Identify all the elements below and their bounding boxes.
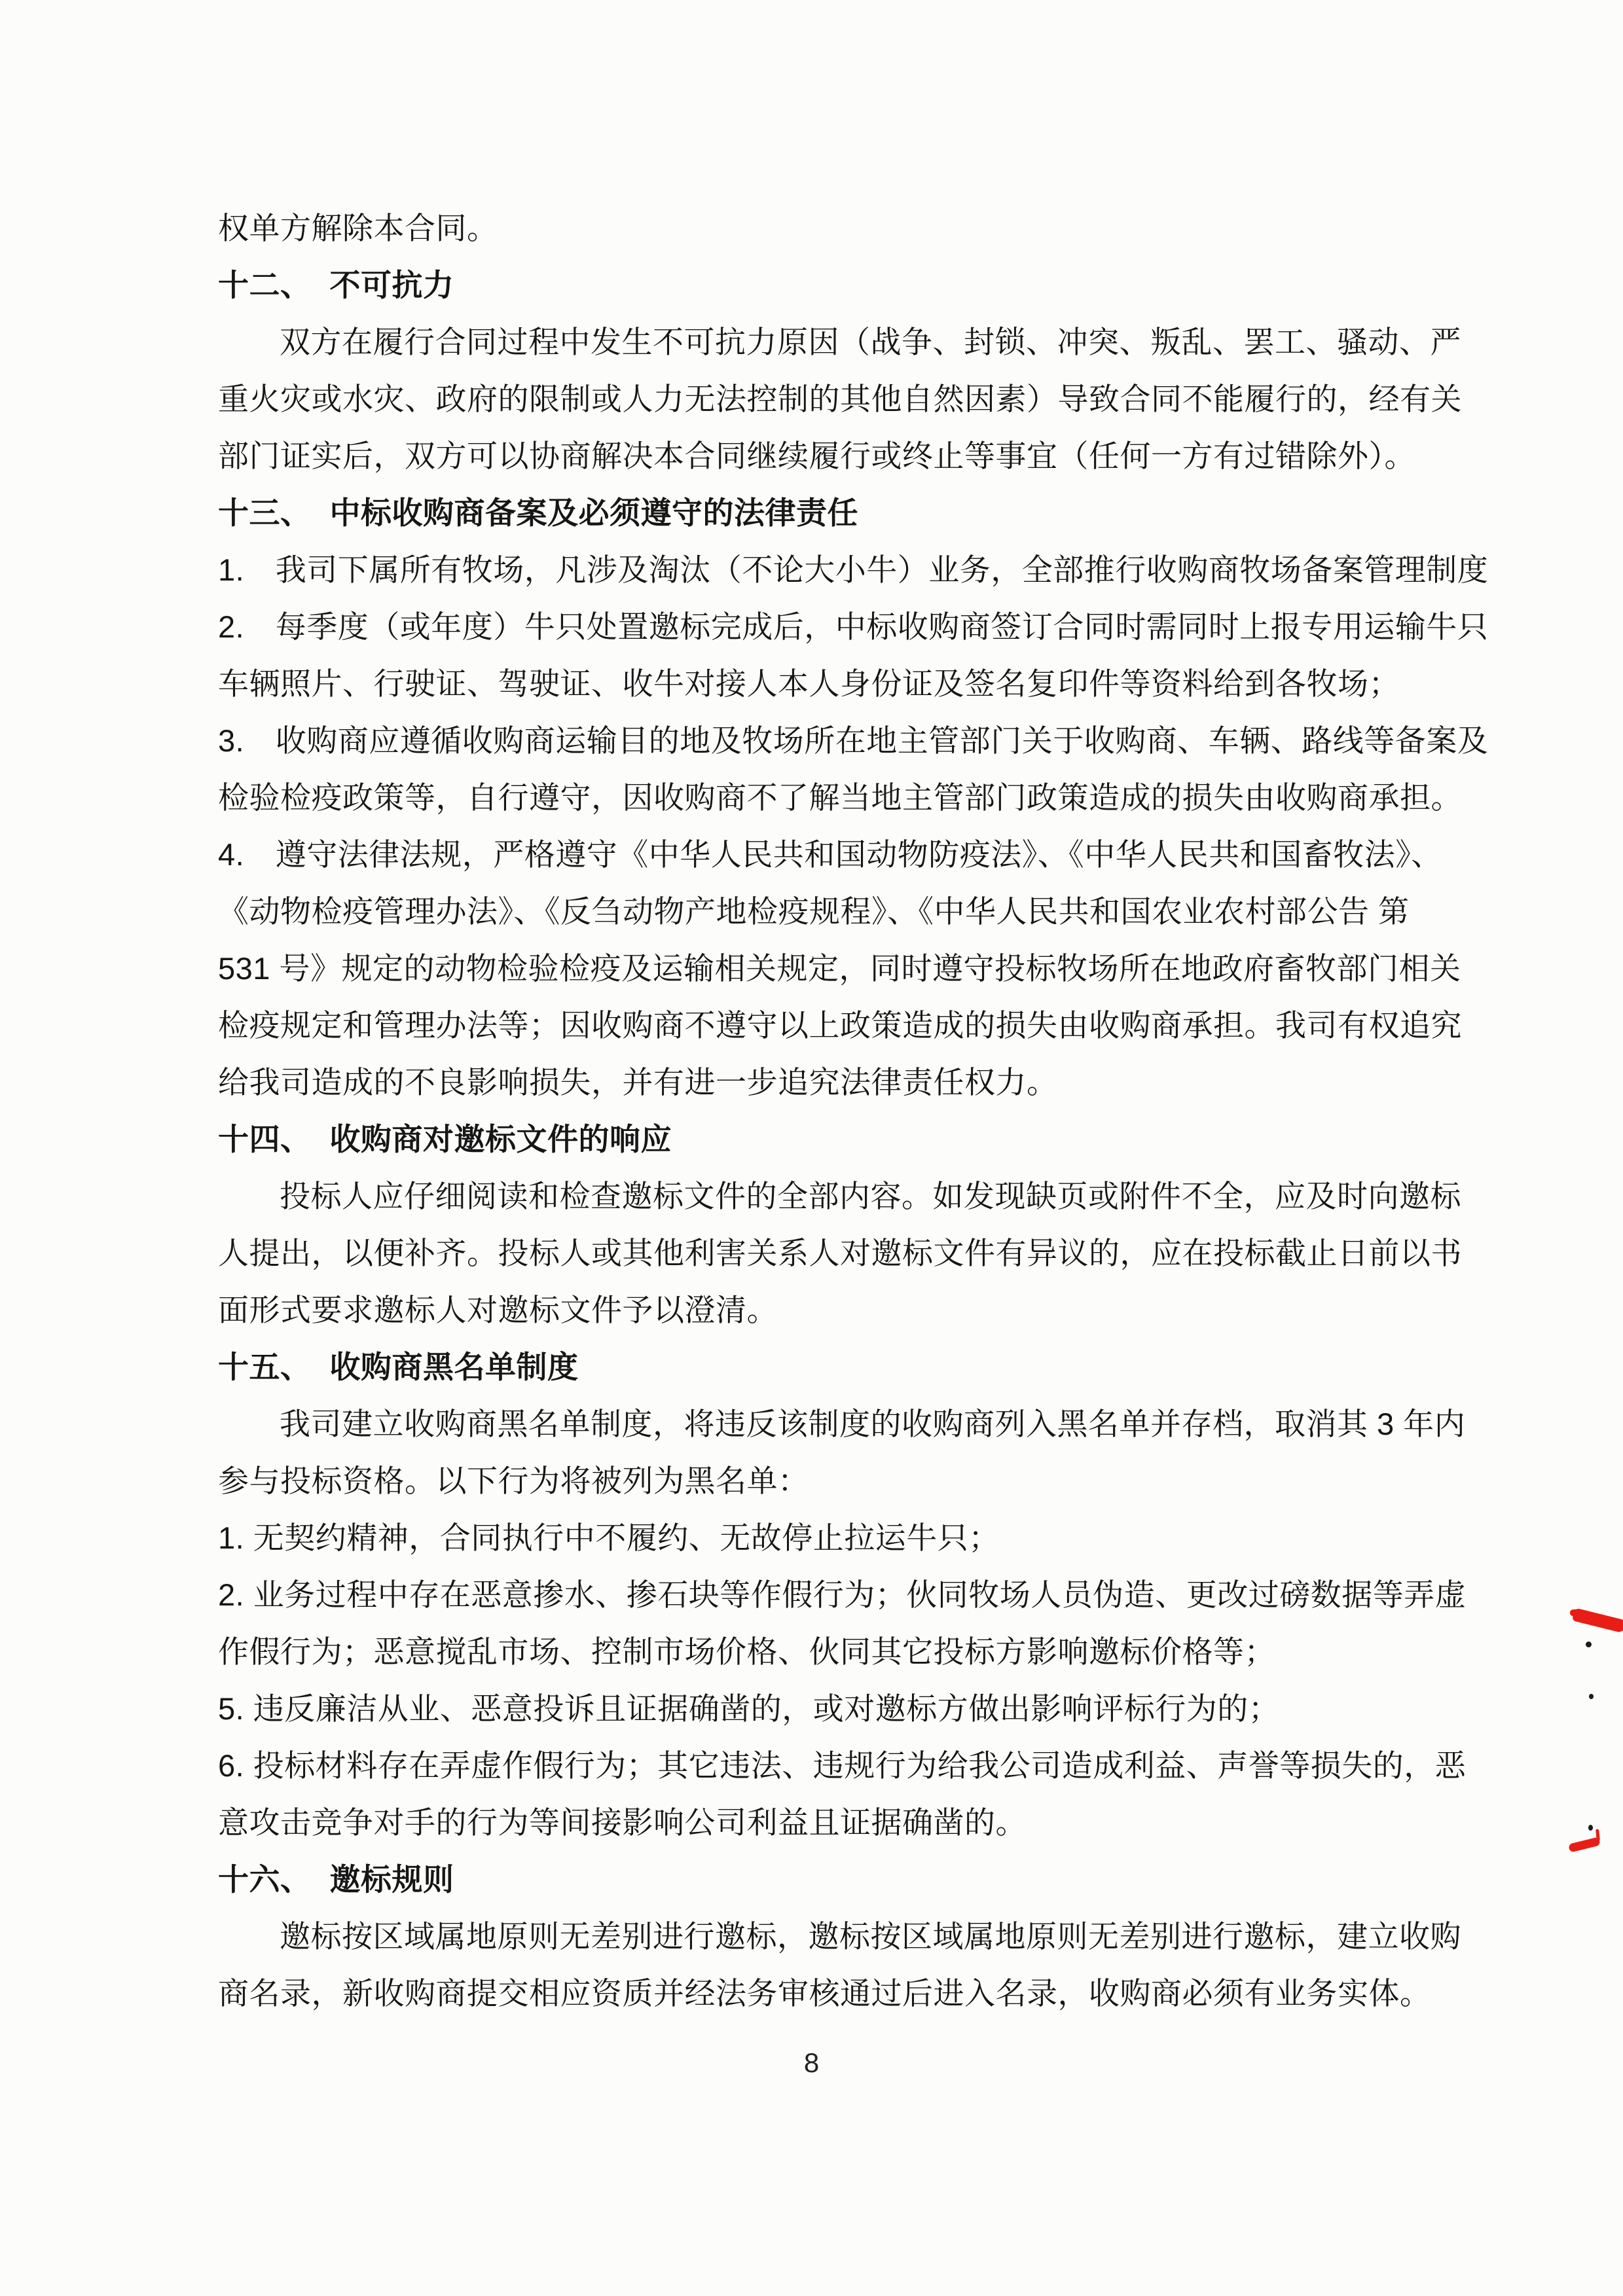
red-pen-mark xyxy=(1572,1607,1623,1633)
list-item-line: 检疫规定和管理办法等；因收购商不遵守以上政策造成的损失由收购商承担。我司有权追究 xyxy=(218,1008,1462,1043)
list-item-line: 给我司造成的不良影响损失，并有进一步追究法律责任权力。 xyxy=(218,1065,1058,1100)
list-item-line: 4. 遵守法律法规，严格遵守《中华人民共和国动物防疫法》、《中华人民共和国畜牧法》、 xyxy=(218,837,1442,872)
list-item-line: 《动物检疫管理办法》、《反刍动物产地检疫规程》、《中华人民共和国农业农村部公告 第 xyxy=(218,894,1410,929)
section-number: 十六、 xyxy=(218,1862,312,1897)
section-heading-13 xyxy=(218,484,1404,541)
section-title: 邀标规则 xyxy=(329,1862,454,1897)
paragraph-line: 投标人应仔细阅读和检查邀标文件的全部内容。如发现缺页或附件不全，应及时向邀标 xyxy=(280,1179,1461,1213)
section-number: 十三、 xyxy=(218,495,312,530)
red-pen-mark xyxy=(1568,1837,1601,1852)
section-heading-12 xyxy=(218,257,1404,314)
ink-dot xyxy=(1589,1694,1594,1699)
list-item-line: 意攻击竞争对手的行为等间接影响公司利益且证据确凿的。 xyxy=(218,1805,1027,1840)
list-item-line: 1. 无契约精神，合同执行中不履约、无故停止拉运牛只； xyxy=(218,1520,1000,1555)
paragraph-line: 商名录，新收购商提交相应资质并经法务审核通过后进入名录，收购商必须有业务实体。 xyxy=(218,1976,1431,2011)
section-number: 十四、 xyxy=(218,1122,312,1157)
list-item-line: 检验检疫政策等，自行遵守，因收购商不了解当地主管部门政策造成的损失由收购商承担。 xyxy=(218,780,1462,815)
section-heading-15 xyxy=(218,1338,1404,1395)
section-heading-14 xyxy=(218,1111,1404,1168)
ink-dot xyxy=(1586,1641,1592,1647)
document-body xyxy=(218,200,1489,2022)
paragraph-line: 部门证实后，双方可以协商解决本合同继续履行或终止等事宜（任何一方有过错除外）。 xyxy=(218,439,1415,473)
paragraph-line: 邀标按区域属地原则无差别进行邀标，邀标按区域属地原则无差别进行邀标，建立收购 xyxy=(280,1919,1461,1954)
section-number: 十二、 xyxy=(218,268,312,302)
section-title: 收购商对邀标文件的响应 xyxy=(329,1122,672,1157)
paragraph-line: 我司建立收购商黑名单制度，将违反该制度的收购商列入黑名单并存档，取消其 3 年内 xyxy=(280,1407,1466,1441)
list-item-line: 3. 收购商应遵循收购商运输目的地及牧场所在地主管部门关于收购商、车辆、路线等备案及 xyxy=(218,723,1489,758)
list-item-line: 2. 每季度（或年度）牛只处置邀标完成后，中标收购商签订合同时需同时上报专用运输牛只 xyxy=(218,609,1489,644)
list-item-line: 作假行为；恶意搅乱市场、控制市场价格、伙同其它投标方影响邀标价格等； xyxy=(218,1634,1275,1669)
list-item-line: 6. 投标材料存在弄虚作假行为；其它违法、违规行为给我公司造成利益、声誉等损失的，恶 xyxy=(218,1748,1467,1783)
section-number: 十五、 xyxy=(218,1350,312,1384)
paragraph-line: 双方在履行合同过程中发生不可抗力原因（战争、封锁、冲突、叛乱、罢工、骚动、严 xyxy=(280,325,1461,359)
section-title: 不可抗力 xyxy=(329,268,454,302)
ink-dot xyxy=(1588,1825,1593,1831)
list-item-line: 车辆照片、行驶证、驾驶证、收牛对接人本人身份证及签名复印件等资料给到各牧场； xyxy=(218,666,1400,701)
paragraph-line: 参与投标资格。以下行为将被列为黑名单： xyxy=(218,1463,809,1498)
page-number: 8 xyxy=(803,2047,820,2078)
paragraph-line: 权单方解除本合同。 xyxy=(218,211,498,245)
list-item-line: 531 号》规定的动物检验检疫及运输相关规定，同时遵守投标牧场所在地政府畜牧部门相关 xyxy=(218,951,1461,986)
paragraph-line: 面形式要求邀标人对邀标文件予以澄清。 xyxy=(218,1293,778,1327)
section-heading-16 xyxy=(218,1851,1404,1908)
section-title: 中标收购商备案及必须遵守的法律责任 xyxy=(329,495,858,530)
paragraph-line: 人提出，以便补齐。投标人或其他利害关系人对邀标文件有异议的，应在投标截止日前以书 xyxy=(218,1236,1462,1270)
list-item-line: 5. 违反廉洁从业、恶意投诉且证据确凿的，或对邀标方做出影响评标行为的； xyxy=(218,1691,1280,1726)
list-item-line: 2. 业务过程中存在恶意掺水、掺石块等作假行为；伙同牧场人员伪造、更改过磅数据等弄虚 xyxy=(218,1577,1467,1612)
paragraph-line: 重火灾或水灾、政府的限制或人力无法控制的其他自然因素）导致合同不能履行的，经有关 xyxy=(218,382,1462,416)
section-title: 收购商黑名单制度 xyxy=(329,1350,579,1384)
list-item-line: 1. 我司下属所有牧场，凡涉及淘汰（不论大小牛）业务，全部推行收购商牧场备案管理制度 xyxy=(218,552,1489,587)
